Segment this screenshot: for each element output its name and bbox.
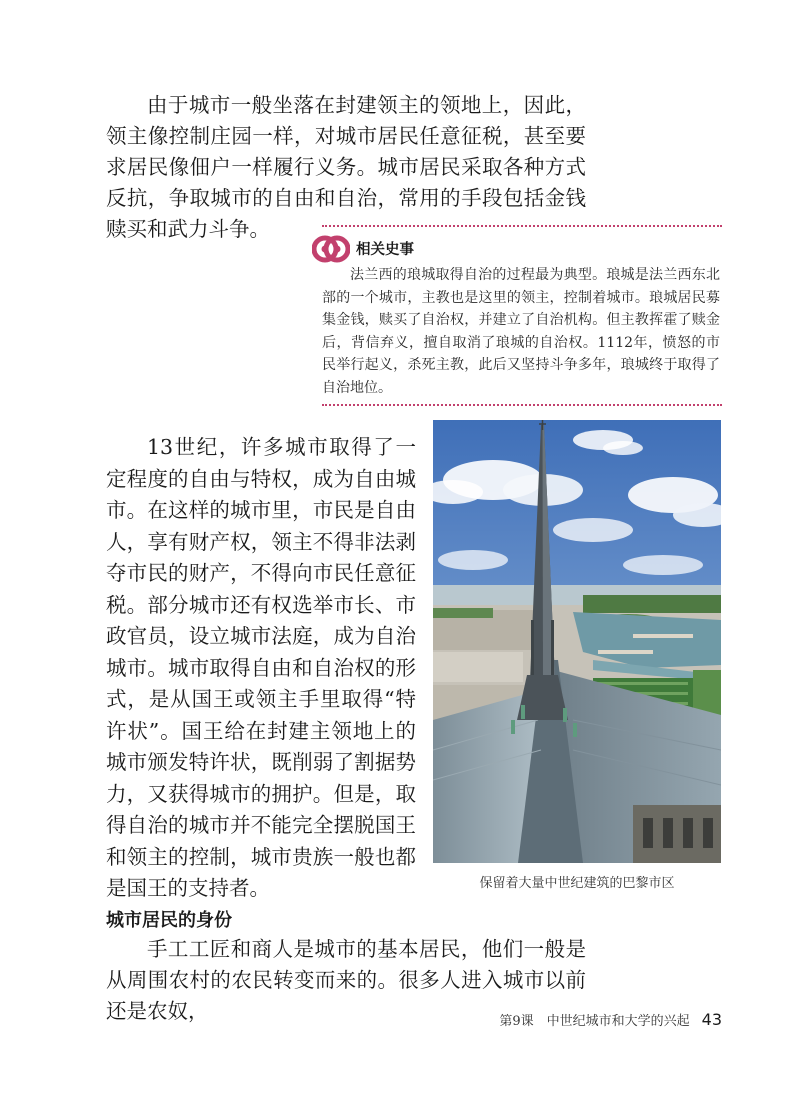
related-history-badge-icon — [312, 234, 350, 264]
related-history-title: 相关史事 — [356, 242, 414, 258]
lesson-title: 第9课 中世纪城市和大学的兴起 — [499, 1014, 690, 1029]
page-number: 43 — [701, 1010, 722, 1029]
paris-spire-photo — [433, 420, 721, 863]
paris-spire-image — [433, 420, 721, 863]
section-heading: 城市居民的身份 — [106, 910, 232, 931]
paragraph-city-taxation: 由于城市一般坐落在封建领主的领地上，因此，领主像控制庄园一样，对城市居民任意征税，甚至要求居民像佃户一样履行义务。城市居民采取各种方式反抗，争取城市的自由和自治，常用的手段包括金钱赎买和武力斗争。 — [106, 93, 586, 241]
paragraph-free-cities: 13世纪，许多城市取得了一定程度的自由与特权，成为自由城市。在这样的城市里，市民是自由人，享有财产权，领主不得非法剥夺市民的财产，不得向市民任意征税。部分城市还有权选举市长、市政官员，设立城市法庭，成为自治城市。城市取得自由和自治权的形式，是从国王或领主手里取得“特许状”。国王给在封建主领地上的城市颁发特许状，既削弱了割据势力，又获得城市的拥护。但是，取得自治的城市并不能完全摆脱国王和领主的控制，城市贵族一般也都是国王的支持者。 — [106, 435, 416, 900]
related-history-body: 法兰西的琅城取得自治的过程最为典型。琅城是法兰西东北部的一个城市，主教也是这里的领主，控制着城市。琅城居民募集金钱，赎买了自治权，并建立了自治机构。但主教挥霍了赎金后，背信弃义，擅自取消了琅城的自治权。1112年，愤怒的市民举行起义，杀死主教，此后又坚持斗争多年，琅城终于取得了自治地位。 — [322, 267, 720, 396]
paragraph-city-residents: 手工工匠和商人是城市的基本居民，他们一般是从周围农村的农民转变而来的。很多人进入城市以前还是农奴， — [106, 937, 586, 1023]
related-history-box — [322, 225, 722, 406]
page-footer — [499, 1010, 722, 1029]
photo-caption: 保留着大量中世纪建筑的巴黎市区 — [479, 876, 675, 891]
